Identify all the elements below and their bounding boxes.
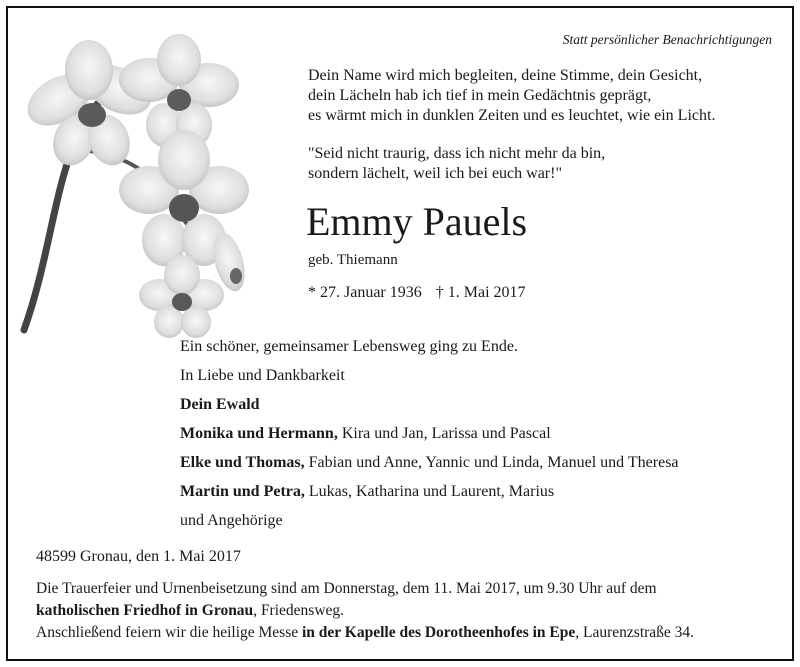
spouse-name: Dein Ewald: [180, 396, 260, 413]
poem-line: dein Lächeln hab ich tief in mein Gedächtnis geprägt,: [308, 87, 652, 104]
cemetery-street: , Friedensweg.: [253, 602, 345, 619]
cemetery-name: katholischen Friedhof in Gronau: [36, 602, 254, 619]
quote-line: "Seid nicht traurig, dass ich nicht mehr da bin,: [308, 145, 606, 162]
intro-line: Ein schöner, gemeinsamer Lebensweg ging zu Ende.: [180, 338, 518, 355]
place-date: 48599 Gronau, den 1. Mai 2017: [36, 548, 241, 565]
family-line: [180, 481, 679, 510]
mourners-list: [180, 336, 679, 539]
spouse-line: [180, 394, 679, 423]
poem: [308, 66, 715, 126]
maiden-name: geb. Thiemann: [308, 252, 398, 268]
family-line: [180, 423, 679, 452]
birth-date: * 27. Januar 1936: [308, 284, 422, 301]
chapel-name: in der Kapelle des Dorotheenhofes in Epe: [302, 624, 576, 641]
deceased-name: Emmy Pauels: [306, 199, 528, 244]
family-children: Fabian und Anne, Yannic und Linda, Manuel und Theresa: [304, 454, 679, 471]
poem-line: Dein Name wird mich begleiten, deine Stimme, dein Gesicht,: [308, 67, 703, 84]
family-children: Kira und Jan, Larissa und Pascal: [337, 425, 551, 442]
mass-intro: Anschließend feiern wir die heilige Messe: [36, 624, 302, 641]
poem-line: es wärmt mich in dunklen Zeiten und es leuchtet, wie ein Licht.: [308, 107, 716, 124]
quote: [308, 144, 605, 184]
family-parents: Elke und Thomas,: [180, 454, 305, 471]
relatives-line: und Angehörige: [180, 512, 283, 529]
closing-phrase: In Liebe und Dankbarkeit: [180, 367, 345, 384]
quote-line: sondern lächelt, weil ich bei euch war!": [308, 165, 562, 182]
ceremony-line: [36, 600, 786, 622]
ceremony-line: Die Trauerfeier und Urnenbeisetzung sind am Donnerstag, dem 11. Mai 2017, um 9.30 Uhr auf dem: [36, 580, 657, 597]
header-note: Statt persönlicher Benachrichtigungen: [562, 32, 772, 47]
family-line: [180, 452, 679, 481]
orchid-image: [14, 30, 254, 345]
family-parents: Monika und Hermann,: [180, 425, 338, 442]
life-dates: [308, 284, 526, 302]
ceremony-line: [36, 622, 786, 644]
ceremony-info: [36, 578, 786, 644]
family-children: Lukas, Katharina und Laurent, Marius: [304, 483, 555, 500]
death-date: † 1. Mai 2017: [435, 284, 526, 301]
chapel-address: , Laurenzstraße 34.: [575, 624, 695, 641]
family-parents: Martin und Petra,: [180, 483, 305, 500]
obituary-frame: [6, 6, 794, 661]
